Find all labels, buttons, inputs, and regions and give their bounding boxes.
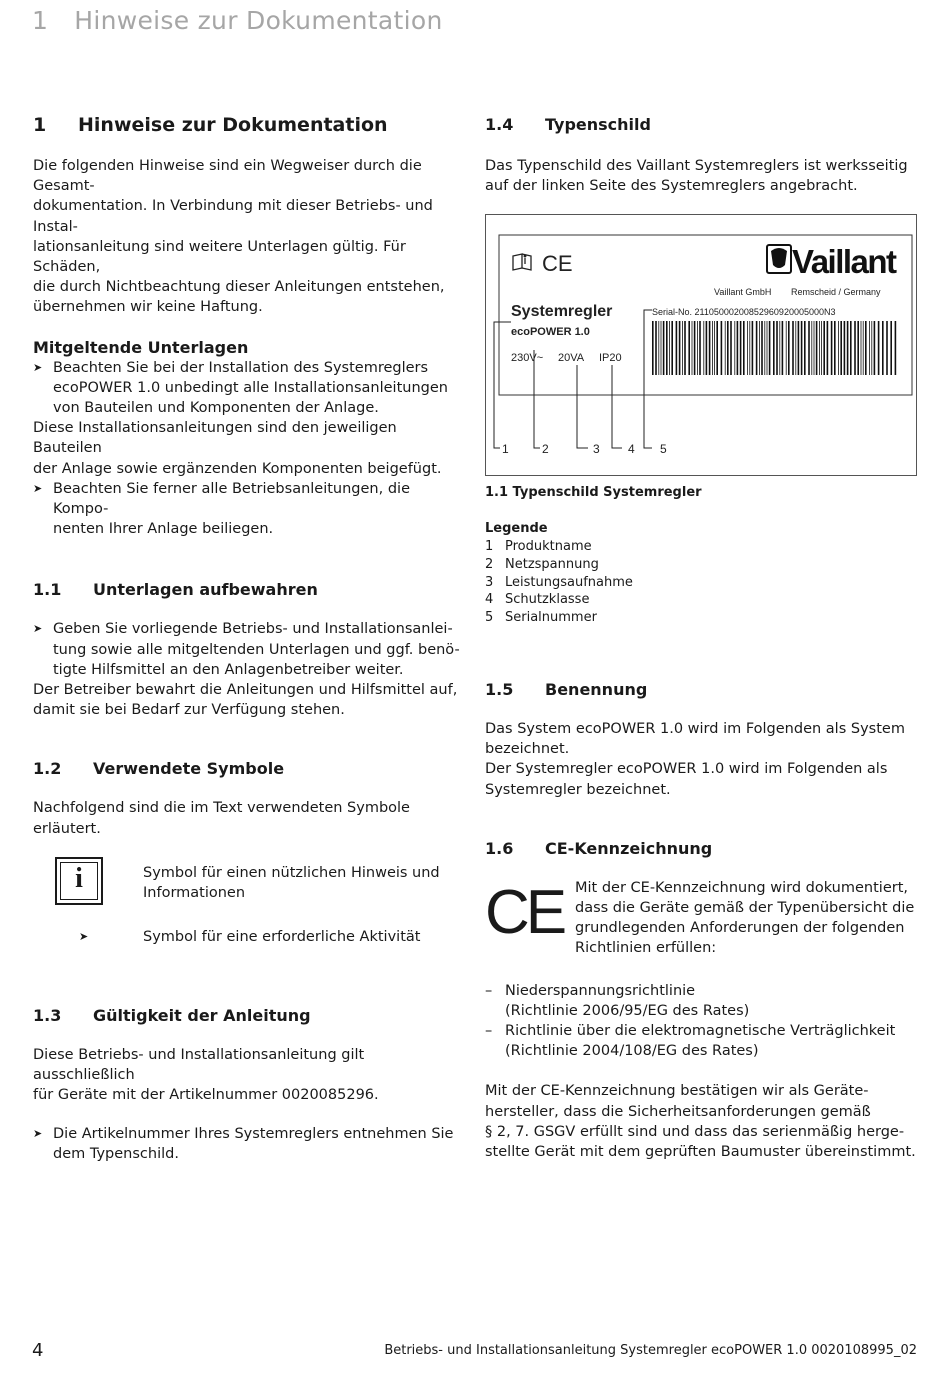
arrow-bullet-icon: ➤ <box>79 929 89 943</box>
section-1-2-heading: 1.2 Verwendete Symbole <box>33 759 285 779</box>
page-number: 4 <box>32 1340 44 1361</box>
plate-ce-mark: CE <box>542 251 573 277</box>
right-column <box>485 112 917 1162</box>
info-symbol-description: Symbol für einen nützlichen Hinweis und Informationen <box>143 864 440 902</box>
plate-brand: Vaillant <box>792 243 896 281</box>
ce-conformity-paragraph: Mit der CE-Kennzeichnung bestätigen wir als Geräte- hersteller, dass die Sicherheitsanforderungen gemäß § 2, 7. GSGV erfüllt sind und dass das serienmäßig herge- stellte Gerät mit dem geprüften Baumuster übereinstimmt. <box>485 1083 916 1161</box>
directive-item: – Richtlinie über die elektromagnetische Verträglichkeit (Richtlinie 2004/108/EG des Rates) <box>485 1023 896 1060</box>
footer-text: Betriebs- und Installationsanleitung Systemregler ecoPOWER 1.0 0020108995_02 <box>384 1343 917 1358</box>
section-1-6-heading: 1.6 CE-Kennzeichnung <box>485 838 713 858</box>
plate-model: ecoPOWER 1.0 <box>511 326 590 339</box>
section-1-intro: Die folgenden Hinweise sind ein Wegweiser durch die Gesamt- dokumentation. In Verbindung mit dieser Betriebs- und Instal- lationsanleitung sind weitere Unterlagen gültig. Für Schäden, die durch Nichtbeachtung dieser Anleitungen entstehen, übernehmen wir keine Haftung. <box>33 158 445 316</box>
section-1-2-intro: Nachfolgend sind die im Text verwendeten Symbole erläutert. <box>33 800 410 837</box>
type-plate-figure <box>485 214 917 476</box>
ce-intro-row <box>485 878 917 959</box>
bullet-item: ➤ Beachten Sie bei der Installation des Systemreglers ecoPOWER 1.0 unbedingt alle Installationsanleitungen von Bauteilen und Komponenten der Anlage. <box>33 358 465 419</box>
mitgeltende-unterlagen-heading: Mitgeltende Unterlagen <box>33 337 249 357</box>
plate-company: Vaillant GmbH <box>714 287 772 298</box>
running-head-number: 1 <box>32 6 49 35</box>
info-symbol-row <box>33 853 465 905</box>
legend-item: 4 Schutzklasse <box>485 592 590 608</box>
ce-intro-text: Mit der CE-Kennzeichnung wird dokumentiert, dass die Geräte gemäß der Typenübersicht die grundlegenden Anforderungen der folgenden Richtlinien erfüllen: <box>575 879 915 957</box>
callout-3: 3 <box>593 442 600 457</box>
directive-item: – Niederspannungsrichtlinie (Richtlinie 2006/95/EG des Rates) <box>485 982 750 1019</box>
section-1-3-heading: 1.3 Gültigkeit der Anleitung <box>33 1006 311 1026</box>
legend-item: 5 Serialnummer <box>485 610 597 626</box>
callout-1: 1 <box>502 442 509 457</box>
plate-power: 20VA <box>558 352 585 365</box>
callout-5: 5 <box>660 442 667 457</box>
running-head-title: Hinweise zur Dokumentation <box>74 6 443 35</box>
section-1-4-paragraph: Das Typenschild des Vaillant Systemreglers ist werksseitig auf der linken Seite des Systemreglers angebracht. <box>485 158 908 195</box>
legend-item: 3 Leistungsaufnahme <box>485 574 633 590</box>
bullet-item: ➤ Beachten Sie ferner alle Betriebsanleitungen, die Kompo- nenten Ihrer Anlage beiliegen. <box>33 479 465 540</box>
ce-mark-icon: CE <box>485 877 564 947</box>
info-icon: i <box>55 857 103 905</box>
bullet-item: ➤ Die Artikelnummer Ihres Systemreglers entnehmen Sie dem Typenschild. <box>33 1124 465 1164</box>
plate-voltage: 230V~ <box>511 352 544 365</box>
plate-ip: IP20 <box>599 352 622 365</box>
section-1-5-heading: 1.5 Benennung <box>485 679 648 699</box>
callout-4: 4 <box>628 442 635 457</box>
activity-symbol-row <box>33 927 465 947</box>
activity-symbol-description: Symbol für eine erforderliche Aktivität <box>143 928 421 945</box>
legend-item: 1 Produktname <box>485 539 592 554</box>
section-1-3-paragraph: Diese Betriebs- und Installationsanleitung gilt ausschließlich für Geräte mit der Artikelnummer 0020085296. <box>33 1047 379 1104</box>
left-column <box>33 112 465 1164</box>
type-plate-drawing <box>486 215 916 475</box>
bullet-item: ➤ Geben Sie vorliegende Betriebs- und Installationsanlei- tung sowie alle mitgeltenden Unterlagen und ggf. benö- tigte Hilfsmittel an den Anlagenbetreiber weiter. <box>33 619 465 680</box>
legend-item: 2 Netzspannung <box>485 556 599 572</box>
paragraph: Diese Installationsanleitungen sind den jeweiligen Bauteilen der Anlage sowie ergänzenden Komponenten beigefügt. <box>33 420 442 477</box>
plate-serial: Serial-No. 21105000200852960920005000N3 <box>652 307 836 318</box>
plate-product: Systemregler <box>511 303 613 321</box>
plate-location: Remscheid / Germany <box>791 287 881 298</box>
legend-title: Legende <box>485 521 548 537</box>
section-1-4-heading: 1.4 Typenschild <box>485 115 651 134</box>
section-1-5-paragraph: Das System ecoPOWER 1.0 wird im Folgenden als System bezeichnet. Der Systemregler ecoPOWER 1.0 wird im Folgenden als Systemregler bezeichnet. <box>485 720 905 798</box>
callout-2: 2 <box>542 442 549 457</box>
legend-list <box>485 538 917 627</box>
paragraph: Der Betreiber bewahrt die Anleitungen und Hilfsmittel auf, damit sie bei Bedarf zur Verfügung stehen. <box>33 682 458 719</box>
running-head <box>32 6 443 35</box>
section-1-1-heading: 1.1 Unterlagen aufbewahren <box>33 580 318 600</box>
section-1-heading: 1 Hinweise zur Dokumentation <box>33 114 388 136</box>
figure-caption: 1.1 Typenschild Systemregler <box>485 485 702 501</box>
